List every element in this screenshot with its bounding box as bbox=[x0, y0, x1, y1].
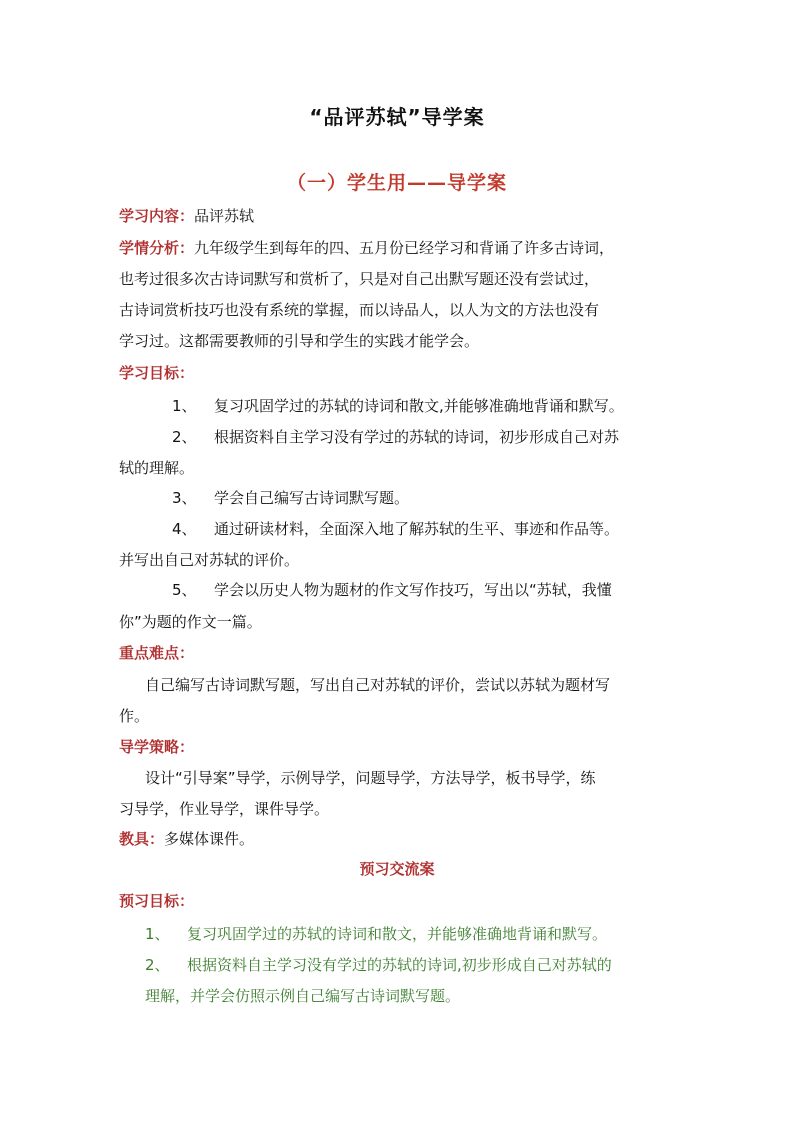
strategy-label: 导学策略： bbox=[119, 738, 195, 756]
tools-value: 多媒体课件。 bbox=[164, 830, 255, 848]
goal-item-4 bbox=[172, 519, 619, 539]
goal-text-5b: 你”为题的作文一篇。 bbox=[119, 613, 262, 631]
goal-num-5: 5、 bbox=[172, 581, 197, 599]
goal-item-2 bbox=[172, 427, 619, 447]
preview-heading: 预习交流案 bbox=[359, 860, 435, 878]
key-line-2: 作。 bbox=[119, 707, 150, 725]
strategy-line-2: 习导学，作业导学，课件导学。 bbox=[119, 800, 330, 818]
goal-num-4: 4、 bbox=[172, 520, 197, 538]
learn-content-line bbox=[119, 206, 254, 226]
learn-content-label: 学习内容： bbox=[119, 207, 195, 225]
goal-item-5 bbox=[172, 580, 612, 600]
goal-num-2: 2、 bbox=[172, 428, 197, 446]
preview-goal-text-2a: 根据资料自主学习没有学过的苏轼的诗词,初步形成自己对苏轼的 bbox=[187, 956, 612, 974]
preview-goal-text-2b: 理解，并学会仿照示例自己编写古诗词默写题。 bbox=[145, 987, 461, 1005]
goal-num-1: 1、 bbox=[172, 397, 197, 415]
preview-goal-item-2 bbox=[145, 955, 612, 975]
goal-text-2a: 根据资料自主学习没有学过的苏轼的诗词，初步形成自己对苏 bbox=[214, 428, 620, 446]
preview-goals-label: 预习目标： bbox=[119, 892, 195, 910]
tools-line bbox=[119, 829, 254, 849]
goal-text-3: 学会自己编写古诗词默写题。 bbox=[214, 489, 410, 507]
preview-goal-text-1: 复习巩固学过的苏轼的诗词和散文，并能够准确地背诵和默写。 bbox=[187, 925, 608, 943]
situation-text-1: 九年级学生到每年的四、五月份已经学习和背诵了许多古诗词， bbox=[194, 239, 615, 257]
goal-text-1: 复习巩固学过的苏轼的诗词和散文,并能够准确地背诵和默写。 bbox=[214, 397, 624, 415]
goal-text-2b: 轼的理解。 bbox=[119, 459, 195, 477]
preview-goal-item-1 bbox=[145, 924, 607, 944]
situation-line-1 bbox=[119, 238, 614, 258]
goal-num-3: 3、 bbox=[172, 489, 197, 507]
learn-content-value: 品评苏轼 bbox=[194, 207, 255, 225]
goal-text-5a: 学会以历史人物为题材的作文写作技巧，写出以“苏轼，我懂 bbox=[214, 581, 612, 599]
goal-item-3 bbox=[172, 488, 409, 508]
preview-goal-num-2: 2、 bbox=[145, 956, 170, 974]
goal-item-1 bbox=[172, 396, 624, 416]
situation-line-4: 学习过。这都需要教师的引导和学生的实践才能学会。 bbox=[119, 332, 480, 350]
situation-line-3: 古诗词赏析技巧也没有系统的掌握，而以诗品人，以人为文的方法也没有 bbox=[119, 301, 600, 319]
goal-text-4a: 通过研读材料，全面深入地了解苏轼的生平、事迹和作品等。 bbox=[214, 520, 620, 538]
document-title: “品评苏轼”导学案 bbox=[309, 105, 485, 129]
situation-line-2: 也考过很多次古诗词默写和赏析了，只是对自己出默写题还没有尝试过， bbox=[119, 270, 600, 288]
key-label: 重点难点： bbox=[119, 644, 195, 662]
key-line-1: 自己编写古诗词默写题，写出自己对苏轼的评价，尝试以苏轼为题材写 bbox=[145, 676, 611, 694]
document-subtitle: （一）学生用——导学案 bbox=[286, 172, 507, 194]
strategy-line-1: 设计“引导案”导学，示例导学，问题导学，方法导学，板书导学，练 bbox=[145, 769, 596, 787]
preview-goal-num-1: 1、 bbox=[145, 925, 170, 943]
goal-text-4b: 并写出自己对苏轼的评价。 bbox=[119, 551, 300, 569]
situation-label: 学情分析： bbox=[119, 239, 195, 257]
goals-label: 学习目标： bbox=[119, 364, 195, 382]
tools-label: 教具： bbox=[119, 830, 165, 848]
